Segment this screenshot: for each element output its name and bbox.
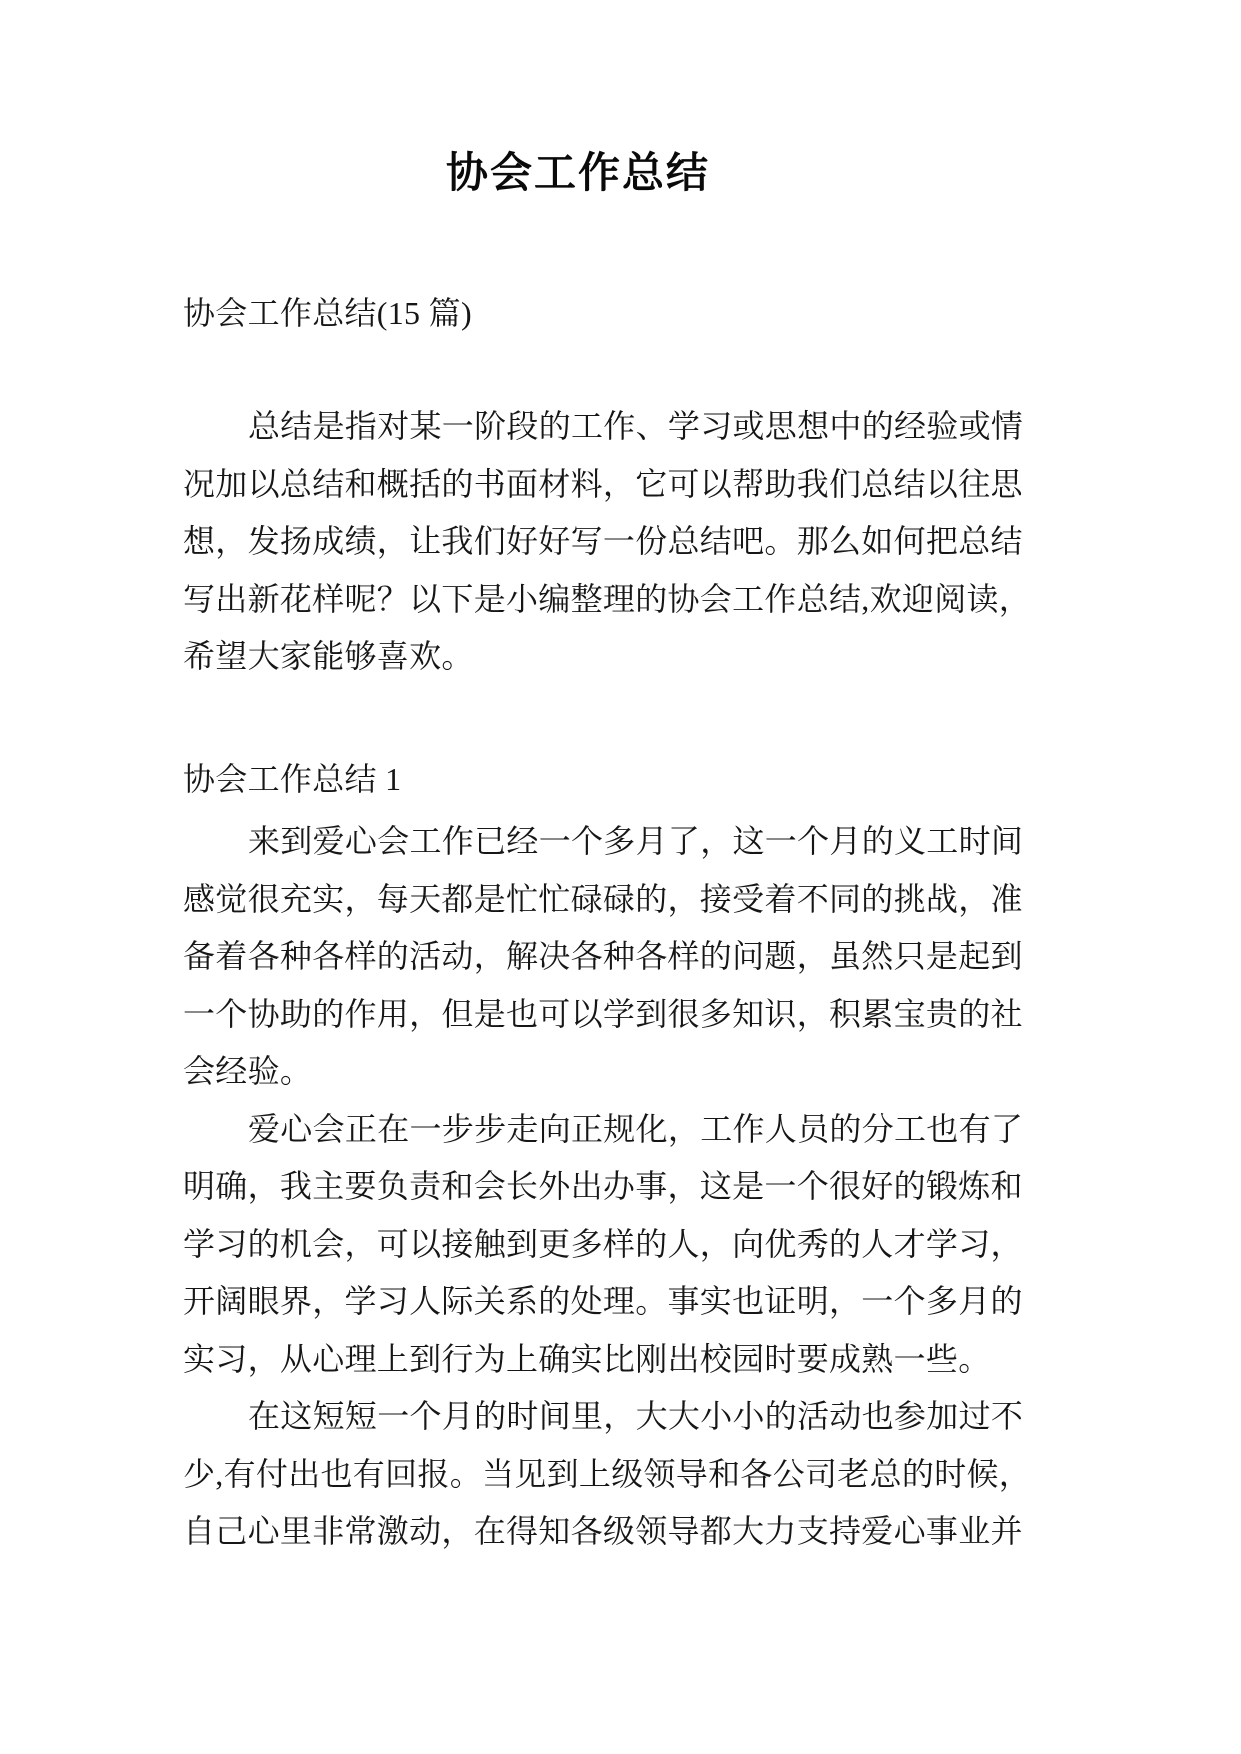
section-paragraph <box>183 1101 1033 1389</box>
document-subtitle: 协会工作总结(15 篇) <box>183 295 472 331</box>
text-line: 会经验。 <box>183 1053 313 1089</box>
text-line: 写出新花样呢？以下是小编整理的协会工作总结,欢迎阅读， <box>183 580 1032 617</box>
text-line: 明确，我主要负责和会长外出办事，这是一个很好的锻炼和 <box>183 1168 1023 1204</box>
text-line: 感觉很充实，每天都是忙忙碌碌的，接受着不同的挑战，准 <box>183 880 1023 917</box>
text-line: 想，发扬成绩，让我们好好写一份总结吧。那么如何把总结 <box>183 523 1023 559</box>
intro-paragraph <box>183 398 1033 686</box>
text-line: 希望大家能够喜欢。 <box>183 638 474 674</box>
text-line: 总结是指对某一阶段的工作、学习或思想中的经验或情 <box>248 408 1024 444</box>
text-line: 来到爱心会工作已经一个多月了，这一个月的义工时间 <box>248 823 1024 859</box>
text-line: 备着各种各样的活动，解决各种各样的问题，虽然只是起到 <box>183 938 1023 974</box>
section-paragraph <box>183 1388 1033 1561</box>
text-line: 实习，从心理上到行为上确实比刚出校园时要成熟一些。 <box>183 1340 991 1377</box>
section-paragraph <box>183 813 1033 1101</box>
text-line: 在这短短一个月的时间里，大大小小的活动也参加过不 <box>248 1398 1024 1434</box>
text-line: 少,有付出也有回报。当见到上级领导和各公司老总的时候， <box>183 1455 1032 1492</box>
document-title: 协会工作总结 <box>445 149 710 196</box>
text-line: 况加以总结和概括的书面材料，它可以帮助我们总结以往思 <box>183 465 1023 502</box>
section-heading: 协会工作总结 1 <box>183 760 402 797</box>
text-line: 学习的机会，可以接触到更多样的人，向优秀的人才学习， <box>183 1225 1023 1262</box>
text-line: 一个协助的作用，但是也可以学到很多知识，积累宝贵的社 <box>183 995 1023 1032</box>
text-line: 爱心会正在一步步走向正规化，工作人员的分工也有了 <box>248 1110 1024 1147</box>
text-line: 自己心里非常激动，在得知各级领导都大力支持爱心事业并 <box>183 1513 1023 1549</box>
text-line: 开阔眼界，学习人际关系的处理。事实也证明，一个多月的 <box>183 1283 1023 1319</box>
